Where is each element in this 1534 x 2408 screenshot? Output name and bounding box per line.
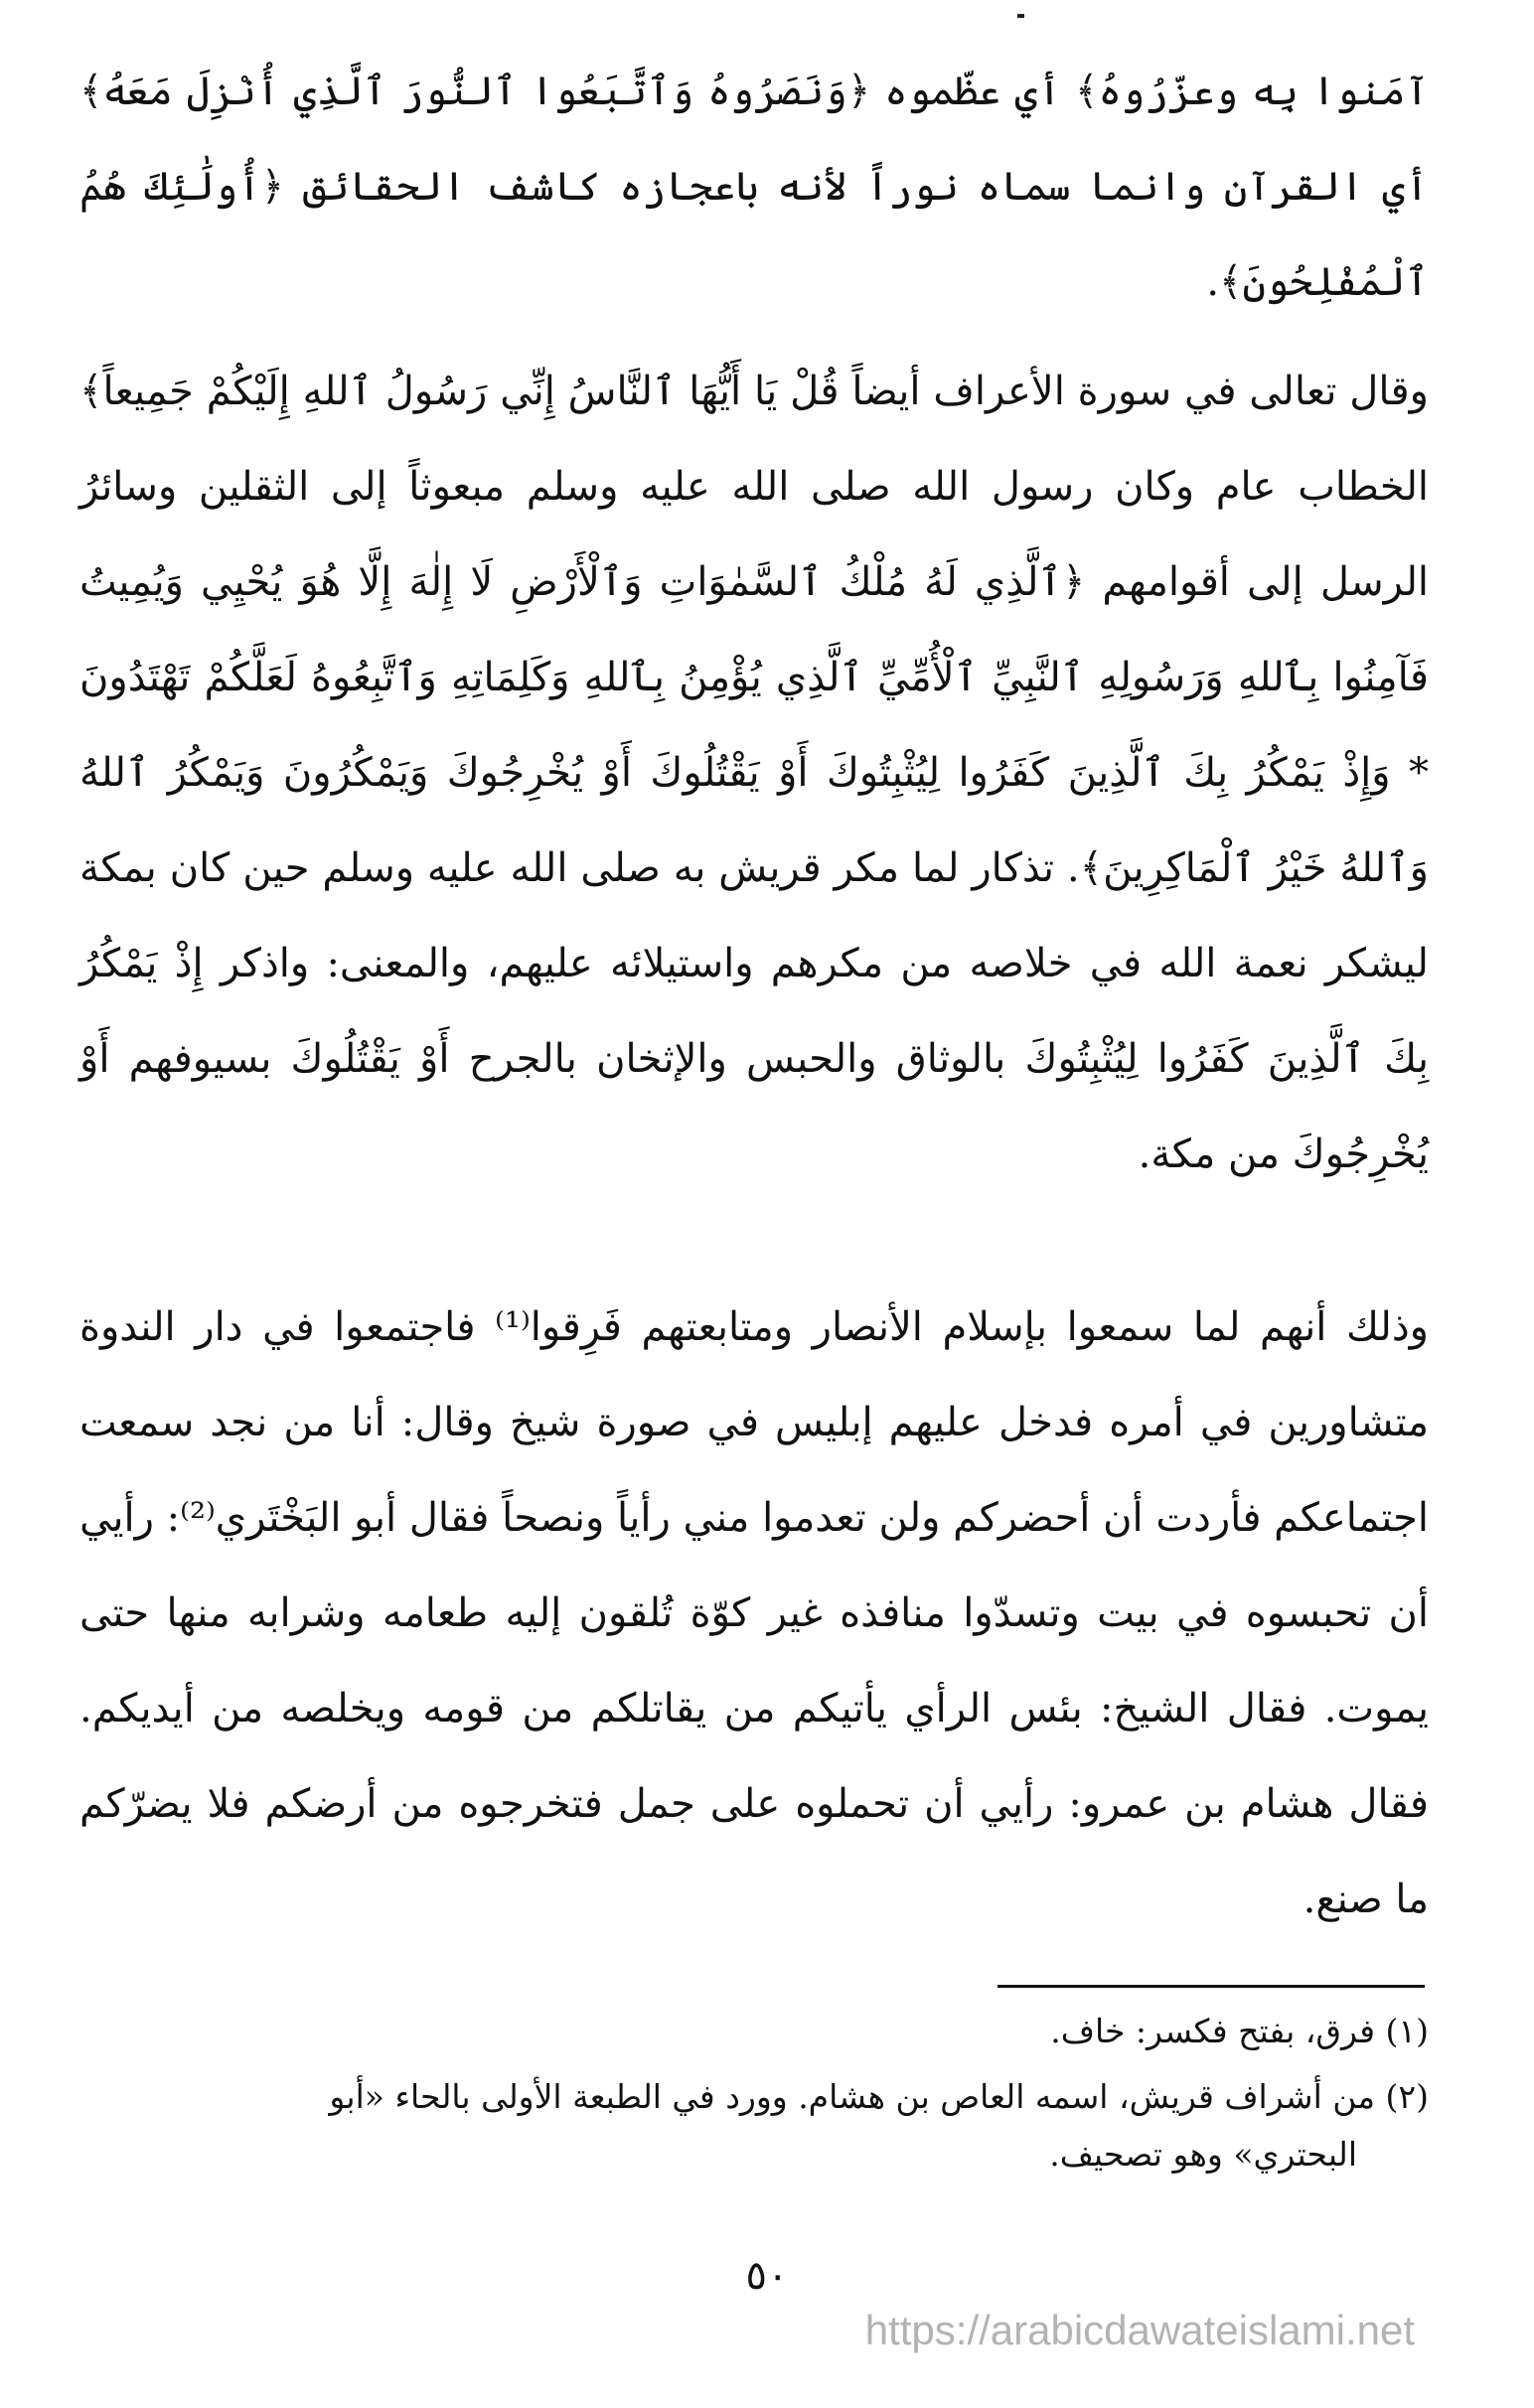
- watermark-url: https://arabicdawateislami.net: [864, 2307, 1415, 2353]
- page-number: ٥٠: [745, 2253, 789, 2299]
- paragraph-2: وقال تعالى في سورة الأعراف أيضاً قُلْ يَا أَيُّهَا ٱلنَّاسُ إِنِّي رَسُولُ ٱللهِ إِلَيْكُمْ جَمِيعاً﴾ الخطاب عام وكان رسول الله صلى الله عليه وسلم مبعوثاً إلى الثقلين وسائرُ الرسل إلى أقوامهم ﴿ٱلَّذِي لَهُ مُلْكُ ٱلسَّمٰوَاتِ وَٱلْأَرْضِ لَا إِلٰهَ إِلَّا هُوَ يُحْيِي وَيُمِيتُ فَآمِنُوا بِٱللهِ وَرَسُولِهِ ٱلنَّبِيِّ ٱلْأُمِّيِّ ٱلَّذِي يُؤْمِنُ بِٱللهِ وَكَلِمَاتِهِ وَٱتَّبِعُوهُ لَعَلَّكُمْ تَهْتَدُونَ * وَإِذْ يَمْكُرُ بِكَ ٱلَّذِينَ كَفَرُوا لِيُثْبِتُوكَ أَوْ يَقْتُلُوكَ أَوْ يُخْرِجُوكَ وَيَمْكُرُونَ وَيَمْكُرُ ٱللهُ وَٱللهُ خَيْرُ ٱلْمَاكِرِينَ﴾. تذكار لما مكر قريش به صلى الله عليه وسلم حين كان بمكة ليشكر نعمة الله في خلاصه من مكرهم واستيلائه عليهم، والمعنى: واذكر إِذْ يَمْكُرُ بِكَ ٱلَّذِينَ كَفَرُوا لِيُثْبِتُوكَ بالوثاق والحبس والإثخان بالجرح أَوْ يَقْتُلُوكَ بسيوفهم أَوْ يُخْرِجُوكَ من مكة.: [79, 369, 1429, 1177]
- footnote-divider: [997, 1985, 1425, 1988]
- print-mark: [1017, 14, 1024, 18]
- footnote-2-line-1: (٢) من أشراف قريش، اسمه العاص بن هشام. وورد في الطبعة الأولى بالحاء «أبو: [329, 2077, 1429, 2116]
- paragraph-3: وذلك أنهم لما سمعوا بإسلام الأنصار ومتابعتهم فَرِقوا⁽¹⁾ فاجتمعوا في دار الندوة متشاورين في أمره فدخل عليهم إبليس في صورة شيخ وقال: أنا من نجد سمعت اجتماعكم فأردت أن أحضركم ولن تعدموا مني رأياً ونصحاً فقال أبو البَخْتَري⁽²⁾: رأيي أن تحبسوه في بيت وتسدّوا منافذه غير كوّة تُلقون إليه طعامه وشرابه منها حتى يموت. فقال الشيخ: بئس الرأي يأتيكم من يقاتلكم من قومه ويخلصه من أيديكم. فقال هشام بن عمرو: رأيي أن تحملوه على جمل فتخرجوه من أرضكم فلا يضرّكم ما صنع.: [79, 1304, 1429, 1922]
- footnote-2: [79, 2068, 1429, 2183]
- footnote-1: (١) فرق، بفتح فكسر: خاف.: [1050, 2012, 1429, 2050]
- footnote-2-line-2: البحتري» وهو تصحيف.: [1049, 2135, 1357, 2174]
- paragraph-1: آمَنوا بِه وعزّرُوهُ﴾ أي عظّموه ﴿وَنَصَرُوهُ وَٱتَّبَعُوا ٱلنُّورَ ٱلَّذِي أُنْزِلَ مَعَهُ﴾ أي القرآن وانما سماه نوراً لأنه باعجازه كاشف الحقائق ﴿أُولَٰئِكَ هُمُ ٱلْمُفْلِحُونَ﴾.: [79, 69, 1429, 305]
